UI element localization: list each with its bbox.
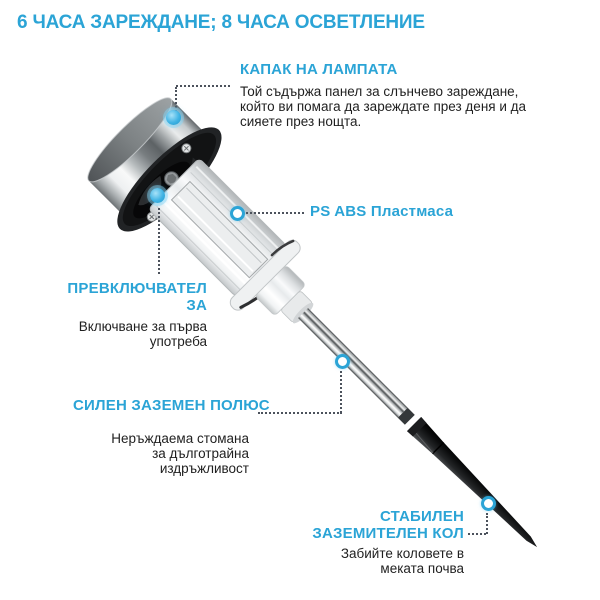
connector-switch-v [158,208,160,274]
ground-pole [298,308,415,425]
callout-stake-body: Забийте коловете в меката почва [340,546,464,576]
callout-switch-heading: ПРЕВКЛЮЧВАТЕЛ ЗА [67,280,207,314]
connector-lamp-cap-h [176,85,230,87]
page-title: 6 ЧАСА ЗАРЕЖДАНЕ; 8 ЧАСА ОСВЕТЛЕНИЕ [17,12,425,33]
callout-stake-heading: СТАБИЛЕН ЗАЗЕМИТЕЛЕН КОЛ [312,508,464,542]
callout-switch-body: Включване за първа употреба [78,319,207,349]
callout-stake [300,509,464,576]
connector-pole-h [258,412,342,414]
connector-plastic-h [246,212,304,214]
connector-stake-h [468,533,486,535]
connector-pole-v [340,371,342,413]
marker-dot-switch [150,188,165,203]
marker-ring-stake [481,496,496,511]
marker-dot-lamp-cap [166,110,181,125]
marker-ring-plastic [230,206,245,221]
callout-lamp-cap [240,62,580,129]
callout-pole-body: Неръждаема стомана за дълготрайна издръжливост [111,431,249,476]
connector-lamp-cap-v [175,87,177,112]
callout-lamp-cap-body: Той съдържа панел за слънчево зареждане, който ви помага да зареждате през деня и да сияете през нощта. [240,83,527,129]
callout-lamp-cap-heading: КАПАК НА ЛАМПАТА [240,61,398,78]
connector-stake-v [486,513,488,534]
marker-ring-pole [335,354,350,369]
callout-plastic-heading: PS ABS Пластмаса [310,203,454,220]
callout-plastic [310,204,453,221]
callout-pole-heading-wrap [73,398,270,415]
callout-switch [40,281,207,349]
callout-pole-heading: СИЛЕН ЗАЗЕМЕН ПОЛЮС [73,397,270,414]
